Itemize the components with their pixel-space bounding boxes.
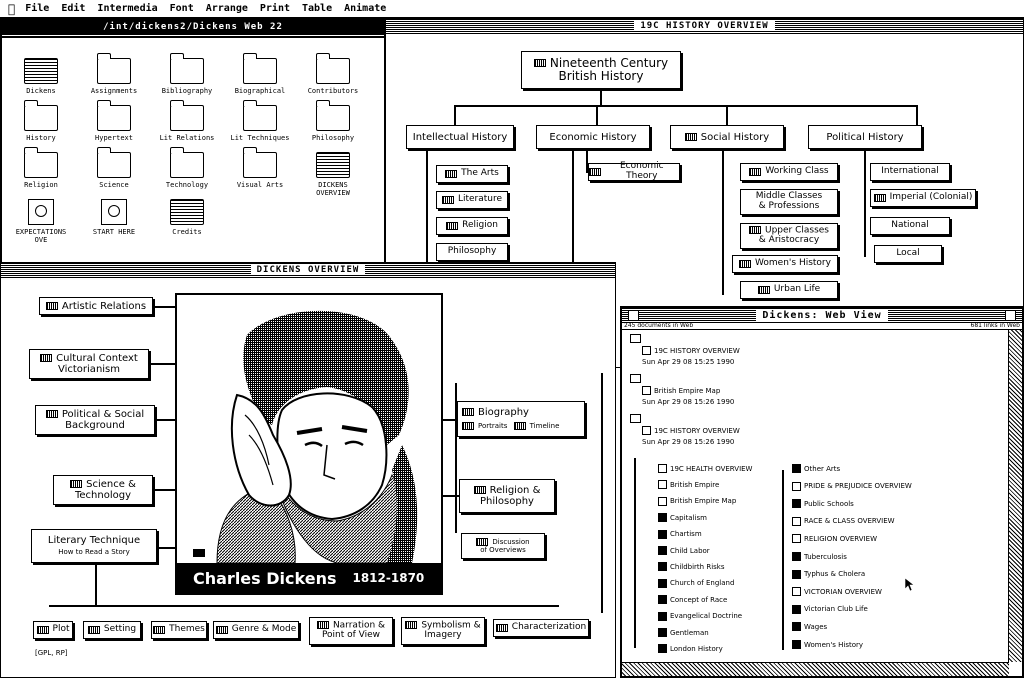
- finder-icon[interactable]: [156, 58, 218, 95]
- web-document-item[interactable]: [792, 482, 912, 491]
- web-view-content: [622, 330, 1009, 663]
- document-icon: [46, 302, 58, 310]
- upper-classes-label-2: & Aristocracy: [758, 235, 820, 246]
- folder-icon: [170, 105, 204, 131]
- web-view-title: Dickens: Web View: [756, 310, 887, 321]
- connector: [916, 105, 918, 125]
- intellectual-history-node[interactable]: Intellectual History: [406, 125, 514, 149]
- document-icon: [88, 626, 100, 634]
- discussion-node[interactable]: [461, 533, 545, 559]
- themes-label: Themes: [169, 624, 205, 635]
- finder-icon[interactable]: [229, 152, 291, 189]
- themes-node[interactable]: [151, 621, 207, 639]
- dickens-portrait[interactable]: [175, 293, 443, 595]
- web-document-label: Capitalism: [670, 513, 707, 522]
- biography-node[interactable]: [457, 401, 585, 437]
- web-document-label: VICTORIAN OVERVIEW: [804, 587, 882, 596]
- setting-node[interactable]: [83, 621, 141, 639]
- close-box-icon[interactable]: [628, 310, 639, 321]
- social-history-node[interactable]: [670, 125, 784, 149]
- folder-icon: [243, 152, 277, 178]
- connector: [596, 105, 598, 125]
- document-icon: [685, 133, 697, 141]
- finder-icon-label: History: [26, 134, 56, 142]
- vertical-scrollbar[interactable]: [1008, 330, 1022, 662]
- web-document-label: RACE & CLASS OVERVIEW: [804, 517, 895, 526]
- web-document-label: Women's History: [804, 640, 864, 649]
- finder-icon[interactable]: [10, 152, 72, 189]
- document-icon: [658, 530, 667, 539]
- dickens-credit: [GPL, RP]: [35, 649, 68, 657]
- science-technology-label-2: Technology: [74, 490, 131, 501]
- symbolism-label-2: Imagery: [424, 630, 462, 641]
- religion-label: Religion: [462, 220, 498, 231]
- symbolism-label-1: Symbolism &: [421, 620, 481, 631]
- dickens-window-title: DICKENS OVERVIEW: [251, 265, 366, 275]
- document-icon: [658, 513, 667, 522]
- portraits-link[interactable]: Portraits: [478, 422, 508, 431]
- artistic-relations-label: Artistic Relations: [61, 300, 147, 312]
- finder-icon-label: Assignments: [90, 87, 138, 95]
- web-document-item[interactable]: [658, 595, 727, 604]
- literature-node[interactable]: [436, 191, 508, 209]
- international-node[interactable]: International: [870, 163, 950, 181]
- document-icon: [37, 626, 49, 634]
- document-icon: [462, 422, 474, 430]
- web-document-label: Typhus & Cholera: [804, 570, 866, 579]
- document-icon: [749, 168, 761, 176]
- finder-icon[interactable]: [156, 199, 218, 236]
- folder-icon: [24, 105, 58, 131]
- imperial-node[interactable]: [870, 189, 976, 207]
- the-arts-node[interactable]: [436, 165, 508, 183]
- connector: [49, 605, 559, 607]
- entry-name: 19C HISTORY OVERVIEW: [654, 426, 740, 435]
- web-document-item[interactable]: [658, 513, 707, 522]
- stack-icon: [101, 199, 127, 225]
- connector: [153, 489, 175, 491]
- web-document-label: Gentleman: [670, 628, 709, 637]
- web-document-item[interactable]: [658, 579, 734, 588]
- document-icon: [316, 152, 350, 178]
- web-view-title-bar[interactable]: [622, 308, 1022, 323]
- document-icon: [445, 170, 457, 178]
- menu-file[interactable]: File: [18, 3, 43, 14]
- web-document-item[interactable]: [792, 640, 863, 649]
- entry-name: 19C HISTORY OVERVIEW: [654, 346, 740, 355]
- the-arts-label: The Arts: [461, 168, 499, 179]
- finder-window-divider: [2, 36, 384, 38]
- connector: [153, 306, 175, 308]
- web-history-entry[interactable]: [642, 386, 720, 395]
- document-icon: [658, 644, 667, 653]
- web-history-entry[interactable]: [642, 426, 740, 435]
- apple-menu-icon[interactable]: [8, 2, 15, 16]
- web-document-label: Childbirth Risks: [670, 562, 725, 571]
- middle-classes-node[interactable]: [740, 189, 838, 215]
- horizontal-scrollbar[interactable]: [622, 662, 1009, 676]
- finder-icon-label: Lit Techniques: [230, 134, 290, 142]
- document-icon: [792, 605, 801, 614]
- folder-icon: [170, 58, 204, 84]
- literature-label: Literature: [457, 194, 503, 205]
- menu-font[interactable]: Font: [162, 3, 187, 14]
- web-document-label: 19C HEALTH OVERVIEW: [670, 464, 753, 473]
- finder-icon-label: Dickens: [26, 87, 56, 95]
- overview-icon: [642, 426, 651, 435]
- working-class-label: Working Class: [765, 166, 829, 177]
- document-icon: [170, 199, 204, 225]
- web-document-item[interactable]: [658, 480, 719, 489]
- entry-date: Sun Apr 29 08 15:26 1990: [642, 438, 735, 446]
- folder-icon: [170, 152, 204, 178]
- web-document-label: Tuberculosis: [804, 552, 847, 561]
- political-social-label-2: Background: [65, 420, 125, 431]
- characterization-label: Characterization: [511, 622, 587, 633]
- document-icon: [658, 579, 667, 588]
- menu-animate[interactable]: Animate: [336, 3, 380, 14]
- document-icon: [70, 480, 82, 488]
- doc-count: 245 documents in Web: [624, 322, 694, 329]
- document-icon: [739, 260, 751, 268]
- finder-icon-label: Religion: [24, 181, 58, 189]
- menu-table[interactable]: Table: [294, 3, 325, 14]
- connector: [864, 151, 866, 257]
- web-document-label: Chartism: [670, 530, 702, 539]
- finder-icon[interactable]: [229, 58, 291, 95]
- political-history-node[interactable]: Political History: [808, 125, 922, 149]
- finder-window-title-bar[interactable]: [2, 20, 384, 35]
- science-technology-node[interactable]: [53, 475, 153, 505]
- document-icon: [658, 612, 667, 621]
- connector: [443, 495, 459, 497]
- overview-icon: [792, 534, 801, 543]
- local-node[interactable]: Local: [874, 245, 942, 263]
- folder-icon: [97, 105, 131, 131]
- urban-life-node[interactable]: [740, 281, 838, 299]
- connector: [722, 151, 724, 295]
- social-history-label: Social History: [700, 131, 770, 143]
- document-icon: [153, 626, 165, 634]
- document-icon: [792, 464, 801, 473]
- document-icon: [874, 194, 886, 202]
- document-icon: [658, 628, 667, 637]
- folder-icon: [24, 152, 58, 178]
- middle-classes-label-1: Middle Classes: [755, 191, 823, 202]
- finder-icon[interactable]: [302, 58, 364, 95]
- connector: [455, 383, 457, 533]
- folder-icon: [316, 58, 350, 84]
- overview-icon: [792, 587, 801, 596]
- connector: [454, 105, 916, 107]
- document-icon: [46, 410, 58, 418]
- web-document-item[interactable]: [792, 517, 895, 526]
- overview-icon: [658, 480, 667, 489]
- finder-icon[interactable]: [156, 152, 218, 189]
- finder-icon[interactable]: [83, 58, 145, 95]
- web-document-label: Public Schools: [804, 499, 854, 508]
- document-icon: [658, 546, 667, 555]
- web-document-label: British Empire Map: [670, 497, 737, 506]
- connector: [157, 547, 175, 549]
- upper-classes-node[interactable]: [740, 223, 838, 249]
- connector: [782, 470, 784, 650]
- document-icon: [24, 58, 58, 84]
- finder-icon-label: Contributors: [307, 87, 359, 95]
- political-social-node[interactable]: [35, 405, 155, 435]
- finder-icon-label: DICKENS OVERVIEW: [316, 181, 350, 197]
- religion-philosophy-label-2: Philosophy: [480, 496, 534, 507]
- overview-icon: [658, 497, 667, 506]
- menu-bar: [0, 0, 1024, 18]
- womens-history-node[interactable]: [732, 255, 838, 273]
- document-icon: [792, 622, 801, 631]
- philosophy-node[interactable]: Philosophy: [436, 243, 508, 261]
- zoom-box-icon[interactable]: [1005, 310, 1016, 321]
- document-icon: [758, 286, 770, 294]
- web-document-item[interactable]: [658, 612, 742, 621]
- connector: [149, 363, 175, 365]
- document-icon: [514, 422, 526, 430]
- document-icon: [496, 624, 508, 632]
- entry-date: Sun Apr 29 08 15:25 1990: [642, 358, 735, 366]
- document-icon: [749, 226, 761, 234]
- web-document-label: London History: [670, 644, 723, 653]
- middle-classes-label-2: & Professions: [758, 201, 820, 211]
- discussion-label-1: Discussion: [492, 537, 530, 546]
- finder-icon-label: Biographical: [234, 87, 286, 95]
- dickens-name: Charles Dickens: [193, 568, 337, 588]
- cultural-context-node[interactable]: [29, 349, 149, 379]
- religion-node[interactable]: [436, 217, 508, 235]
- overview-icon: [658, 464, 667, 473]
- overview-icon: [642, 346, 651, 355]
- biography-label: Biography: [478, 407, 529, 419]
- urban-life-label: Urban Life: [773, 284, 821, 295]
- religion-philosophy-label-1: Religion &: [489, 485, 541, 496]
- narration-label-2: Point of View: [321, 630, 381, 641]
- folder-icon: [97, 152, 131, 178]
- history-window-title-bar[interactable]: [386, 19, 1023, 34]
- menu-intermedia[interactable]: Intermedia: [90, 3, 151, 14]
- web-document-item[interactable]: [658, 628, 709, 637]
- political-social-label-1: Political & Social: [61, 409, 145, 420]
- mouse-cursor-icon: [905, 578, 915, 592]
- folder-icon: [243, 58, 277, 84]
- finder-window-title: /int/dickens2/Dickens Web 22: [103, 22, 283, 32]
- web-view-window: [620, 306, 1024, 678]
- web-document-item[interactable]: [792, 605, 868, 614]
- link-count: 681 links in Web: [970, 322, 1020, 329]
- literary-technique-node[interactable]: [31, 529, 157, 563]
- web-document-item[interactable]: [658, 546, 710, 555]
- finder-icon-label: EXPECTATIONS OVE: [15, 228, 67, 244]
- web-document-label: Wages: [804, 622, 828, 631]
- entry-name: British Empire Map: [654, 386, 721, 395]
- web-document-label: Evangelical Doctrine: [670, 612, 743, 621]
- finder-icon-label: Lit Relations: [159, 134, 215, 142]
- web-document-item[interactable]: [792, 570, 865, 579]
- finder-icon-label: START HERE: [92, 228, 136, 236]
- economic-history-node[interactable]: Economic History: [536, 125, 650, 149]
- finder-icon[interactable]: [10, 58, 72, 95]
- dickens-window-title-bar[interactable]: [1, 263, 615, 278]
- web-document-label: Other Arts: [804, 464, 841, 473]
- history-window-title: 19C HISTORY OVERVIEW: [634, 21, 774, 31]
- document-icon: [534, 59, 546, 67]
- finder-icon-label: Science: [99, 181, 129, 189]
- stack-icon: [28, 199, 54, 225]
- connector: [443, 419, 457, 421]
- web-document-label: Church of England: [670, 579, 735, 588]
- web-document-item[interactable]: [658, 464, 752, 473]
- science-technology-label-1: Science &: [86, 479, 136, 490]
- cultural-context-label-2: Victorianism: [57, 364, 121, 375]
- economic-theory-node[interactable]: [588, 163, 680, 181]
- folder-icon: [630, 414, 641, 423]
- national-node[interactable]: National: [870, 217, 950, 235]
- dickens-overview-window: [0, 262, 616, 678]
- document-icon: [476, 538, 488, 546]
- finder-icon-label: Visual Arts: [236, 181, 284, 189]
- document-icon: [474, 486, 486, 494]
- finder-icon-label: Technology: [165, 181, 209, 189]
- artistic-relations-node[interactable]: [39, 297, 153, 315]
- finder-icon-label: Philosophy: [311, 134, 355, 142]
- connector: [726, 105, 728, 125]
- history-root-node[interactable]: [521, 51, 681, 89]
- document-icon: [589, 168, 601, 176]
- literary-technique-label-2: How to Read a Story: [58, 548, 130, 557]
- finder-icon-label: Credits: [172, 228, 202, 236]
- finder-icon[interactable]: [10, 105, 72, 142]
- document-icon: [658, 595, 667, 604]
- document-icon: [792, 499, 801, 508]
- finder-window: [0, 18, 386, 264]
- finder-icon[interactable]: [83, 152, 145, 189]
- web-document-item[interactable]: [792, 587, 882, 596]
- web-document-item[interactable]: [792, 499, 854, 508]
- cultural-context-label-1: Cultural Context: [56, 353, 138, 364]
- web-document-label: Victorian Club Life: [804, 605, 868, 614]
- finder-icon[interactable]: [83, 105, 145, 142]
- document-icon: [216, 626, 228, 634]
- timeline-link[interactable]: Timeline: [529, 422, 560, 431]
- connector: [155, 419, 175, 421]
- narration-label-1: Narration &: [332, 620, 386, 631]
- dickens-name-banner: [177, 563, 441, 593]
- narration-node[interactable]: [309, 617, 393, 645]
- finder-icon[interactable]: [10, 199, 72, 244]
- folder-icon: [243, 105, 277, 131]
- plot-node[interactable]: [33, 621, 73, 639]
- web-history-entry[interactable]: [642, 346, 740, 355]
- finder-icon[interactable]: [302, 105, 364, 142]
- finder-icon[interactable]: [156, 105, 218, 142]
- characterization-node[interactable]: [493, 619, 589, 637]
- document-icon: [193, 549, 205, 557]
- document-icon: [792, 552, 801, 561]
- web-document-item[interactable]: [658, 497, 736, 506]
- web-document-label: Child Labor: [670, 546, 710, 555]
- document-icon: [446, 222, 458, 230]
- connector: [601, 373, 603, 613]
- menu-print[interactable]: Print: [252, 3, 283, 14]
- web-document-label: Concept of Race: [670, 595, 728, 604]
- connector: [634, 458, 636, 648]
- web-document-item[interactable]: [792, 534, 877, 543]
- finder-icon-label: Bibliography: [161, 87, 213, 95]
- web-document-label: British Empire: [670, 480, 720, 489]
- document-icon: [462, 408, 474, 416]
- folder-icon: [316, 105, 350, 131]
- finder-icon-label: Hypertext: [95, 134, 133, 142]
- overview-icon: [792, 517, 801, 526]
- genre-mode-node[interactable]: [213, 621, 299, 639]
- web-document-item[interactable]: [792, 464, 840, 473]
- dickens-dates: 1812-1870: [352, 571, 425, 585]
- web-document-item[interactable]: [658, 562, 725, 571]
- entry-date: Sun Apr 29 08 15:26 1990: [642, 398, 735, 406]
- finder-icon[interactable]: [83, 199, 145, 236]
- economic-theory-label: Economic Theory: [620, 161, 664, 181]
- overview-icon: [792, 482, 801, 491]
- document-icon: [40, 354, 52, 362]
- web-document-item[interactable]: [658, 530, 702, 539]
- connector: [454, 105, 456, 125]
- folder-icon: [630, 334, 641, 343]
- symbolism-node[interactable]: [401, 617, 485, 645]
- web-document-item[interactable]: [658, 644, 723, 653]
- document-icon: [792, 570, 801, 579]
- document-icon: [405, 621, 417, 629]
- literary-technique-label-1: Literary Technique: [47, 535, 141, 547]
- imperial-label: Imperial (Colonial): [889, 192, 973, 203]
- folder-icon: [630, 374, 641, 383]
- document-icon: [442, 196, 454, 204]
- menu-edit[interactable]: Edit: [54, 3, 79, 14]
- folder-icon: [97, 58, 131, 84]
- upper-classes-label-1: Upper Classes: [764, 225, 829, 236]
- document-icon: [658, 562, 667, 571]
- connector: [95, 563, 97, 605]
- genre-mode-label: Genre & Mode: [231, 624, 297, 635]
- web-document-item[interactable]: [792, 622, 827, 631]
- web-document-label: PRIDE & PREJUDICE OVERVIEW: [804, 482, 912, 491]
- working-class-node[interactable]: [740, 163, 838, 181]
- history-root-label-2: British History: [558, 69, 644, 83]
- dickens-portrait-image: [177, 295, 441, 563]
- connector: [600, 91, 602, 105]
- document-icon: [317, 621, 329, 629]
- discussion-label-2: of Overviews: [480, 545, 526, 554]
- document-icon: [792, 640, 801, 649]
- religion-philosophy-node[interactable]: [459, 479, 555, 513]
- web-view-info-bar: [622, 322, 1022, 330]
- history-root-label-1: Nineteenth Century: [549, 55, 669, 70]
- web-document-label: RELIGION OVERVIEW: [804, 534, 877, 543]
- menu-arrange[interactable]: Arrange: [198, 3, 241, 14]
- womens-history-label: Women's History: [755, 258, 831, 269]
- plot-label: Plot: [52, 624, 70, 635]
- overview-icon: [642, 386, 651, 395]
- finder-icon[interactable]: [302, 152, 364, 197]
- web-document-item[interactable]: [792, 552, 847, 561]
- finder-icon[interactable]: [229, 105, 291, 142]
- setting-label: Setting: [103, 624, 137, 635]
